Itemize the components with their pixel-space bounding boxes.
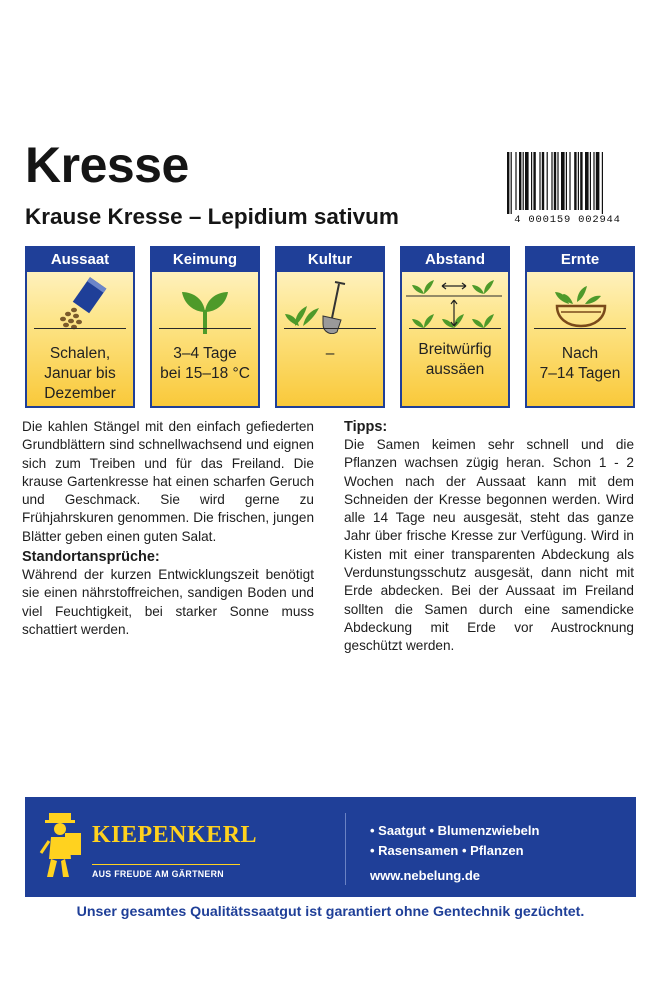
- soil-line: [34, 328, 126, 329]
- brand-banner: [25, 797, 636, 897]
- gmo-free-notice: Unser gesamtes Qualitätssaatgut ist garantiert ohne Gentechnik gezüchtet.: [76, 904, 585, 920]
- card-ernte: [525, 246, 635, 408]
- card-abstand: [400, 246, 510, 408]
- banner-divider: [345, 813, 346, 885]
- card-heading: Abstand: [402, 248, 508, 272]
- plant-spacing-icon: [402, 272, 508, 334]
- soil-line: [534, 328, 626, 329]
- card-text: –: [325, 345, 335, 362]
- barcode: [505, 152, 630, 232]
- tips-text: Die Samen keimen sehr schnell und die Pflanzen wachsen zügig heran. Schon 1 - 2 Wochen nach der Aussaat kann mit dem Schneiden der Kresse begonnen werden. Wird alle 14 Tage neu ausgesät, steht das ganze Jahr über frische Kresse zur Verfügung. Wird in Kisten mit einer transparenten Abdeckung als Verdunstungsschutz ausgesät, dann nicht mit Erde abdecken. Bei der Aussaat im Freiland sollten die Samen durch eine samendicke Abdeckung mit Erde vor Austrocknung geschützt werden.: [344, 437, 634, 654]
- location-text: Während der kurzen Entwicklungszeit benötigt sie einen nährstoffreichen, sandigen Boden und viel Feuchtigkeit, bei starker Sonne muss schattiert werden.: [22, 567, 314, 637]
- brand-rule: [92, 864, 240, 865]
- soil-line: [159, 328, 251, 329]
- harvest-bowl-icon: [527, 272, 633, 334]
- location-heading: Standortansprüche:: [22, 549, 160, 566]
- banner-products-line-2: • Rasensamen • Pflanzen: [370, 843, 524, 858]
- card-heading: Ernte: [527, 248, 633, 272]
- tips-column: [344, 418, 634, 656]
- seed-packet-icon: [27, 272, 133, 334]
- card-aussaat: [25, 246, 135, 408]
- description-intro: Die kahlen Stängel mit den einfach gefiederten Grundblättern sind schnellwachsend und eignen sich zum Treiben und für das Freiland. Die krause Gartenkresse hat einen scharfen Geruch und Geschmack. Sie wird gerne zu Frühjahrskuren genommen. Die frischen, jungen Blätter geben einen guten Salat.: [22, 419, 314, 544]
- card-text: Breitwürfig aussäen: [418, 341, 492, 378]
- growing-info-cards: [25, 246, 635, 408]
- seedling-icon: [152, 272, 258, 334]
- card-heading: Keimung: [152, 248, 258, 272]
- plant-spade-icon: [277, 272, 383, 334]
- banner-website-link[interactable]: www.nebelung.de: [370, 868, 481, 883]
- card-kultur: [275, 246, 385, 408]
- card-heading: Kultur: [277, 248, 383, 272]
- description-column: [22, 418, 314, 639]
- kiepenkerl-mascot-icon: [39, 811, 87, 883]
- brand-name: KIEPENKERL: [92, 822, 258, 848]
- barcode-number: 4 000159 002944: [514, 214, 621, 226]
- card-text: Nach 7–14 Tagen: [539, 345, 621, 382]
- card-text: Schalen, Januar bis Dezember: [44, 345, 116, 402]
- brand-tagline: AUS FREUDE AM GÄRTNERN: [92, 869, 224, 879]
- product-title: Kresse: [25, 137, 189, 193]
- banner-products-line-1: • Saatgut • Blumenzwiebeln: [370, 823, 540, 838]
- product-subtitle: Krause Kresse – Lepidium sativum: [25, 204, 399, 229]
- card-keimung: [150, 246, 260, 408]
- card-heading: Aussaat: [27, 248, 133, 272]
- barcode-bars-icon: [505, 152, 630, 214]
- soil-line: [409, 328, 501, 329]
- soil-line: [284, 328, 376, 329]
- tips-heading: Tipps:: [344, 419, 388, 435]
- card-text: 3–4 Tage bei 15–18 °C: [160, 345, 250, 382]
